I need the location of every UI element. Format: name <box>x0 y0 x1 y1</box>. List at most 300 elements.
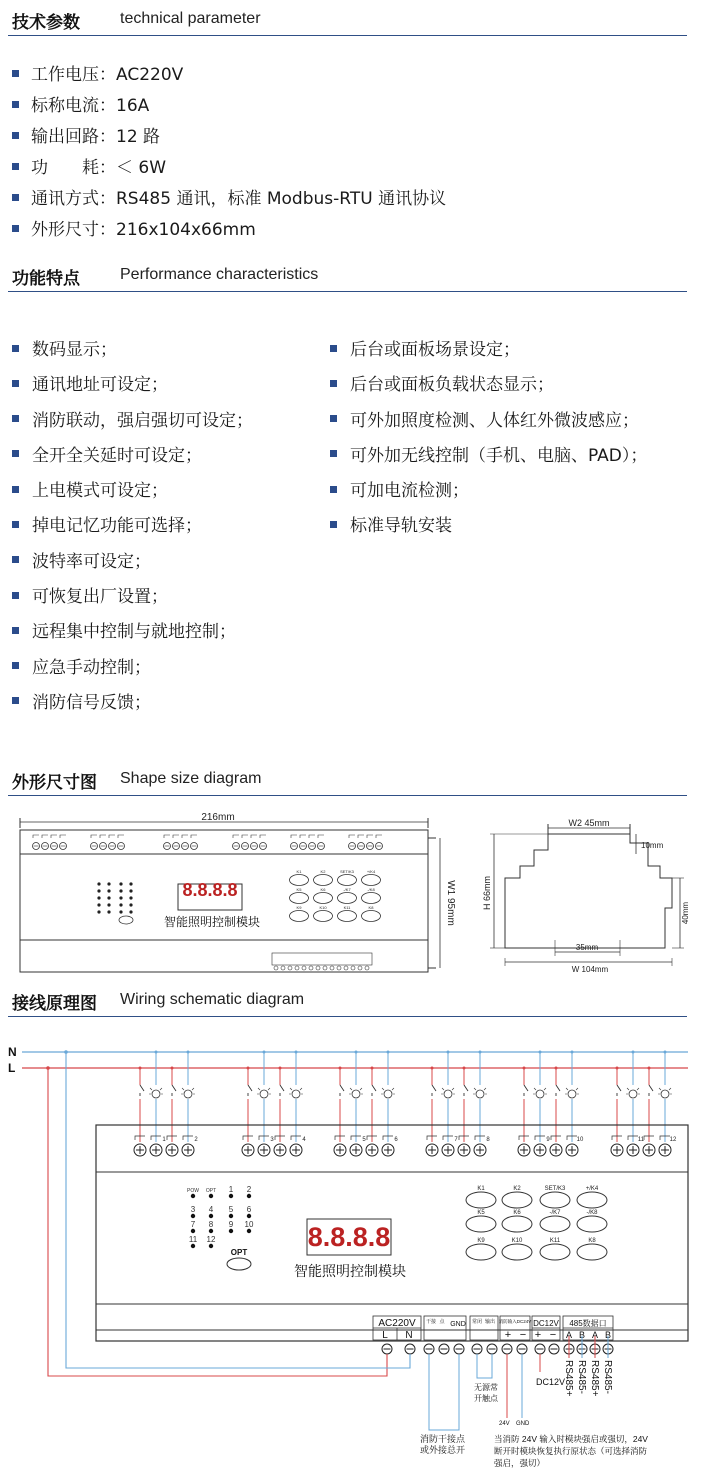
led-dot <box>247 1194 251 1198</box>
list-item: 消防联动，强启强切可设定； <box>12 404 253 439</box>
led-dot <box>97 896 100 899</box>
wire-node <box>187 1051 190 1054</box>
key-label: K2 <box>513 1186 521 1192</box>
led-dot <box>119 889 122 892</box>
contact-mark <box>358 835 364 838</box>
screw-terminal <box>351 966 355 970</box>
key-label: K5 <box>296 887 302 892</box>
led-label: 3 <box>190 1205 196 1214</box>
key-button-shape <box>338 911 357 922</box>
bullet-icon <box>330 415 337 422</box>
contact-mark <box>173 835 179 838</box>
led-dot <box>229 1229 233 1233</box>
list-item: 输出回路：12 路 <box>12 122 446 153</box>
led-dot <box>119 903 122 906</box>
contact-mark <box>233 835 239 838</box>
list-item: 标称电流：16A <box>12 91 446 122</box>
key-label: K10 <box>319 905 327 910</box>
screw-terminal <box>337 966 341 970</box>
led-dot <box>191 1229 195 1233</box>
terminal-dry1: 干接 <box>425 1319 437 1325</box>
screw-terminal <box>323 966 327 970</box>
lamp-icon <box>661 1090 669 1098</box>
key-label: -/K7 <box>549 1210 561 1216</box>
screw-terminal <box>316 966 320 970</box>
label-rs485-3: RS485+ <box>589 1360 600 1397</box>
key-label: -/K8 <box>367 887 375 892</box>
wire-node <box>447 1051 450 1054</box>
key-label: K6 <box>513 1210 521 1216</box>
key-button-shape <box>502 1192 532 1208</box>
section-header-features <box>8 262 687 292</box>
bus-l-label: L <box>8 1061 16 1075</box>
key-button-shape <box>466 1192 496 1208</box>
wire-node <box>355 1051 358 1054</box>
list-item: 工作电压：AC220V <box>12 60 446 91</box>
list-item: 应急手动控制； <box>12 651 253 686</box>
lamp-icon <box>260 1090 268 1098</box>
contact-mark <box>164 835 170 838</box>
list-item: 后台或面板负载状态显示； <box>330 368 647 403</box>
key-button-shape <box>290 911 309 922</box>
key-label: K1 <box>296 869 302 874</box>
contact-mark <box>118 835 124 838</box>
switch-icon <box>372 1085 376 1096</box>
led-label: 4 <box>208 1205 214 1214</box>
led-dot <box>191 1194 195 1198</box>
led-dot <box>209 1194 213 1198</box>
wire-node <box>295 1051 298 1054</box>
key-label: K5 <box>477 1210 485 1216</box>
list-item: 远程集中控制与就地控制； <box>12 615 253 650</box>
list-item: 掉电记忆功能可选择； <box>12 509 253 544</box>
wire-node <box>279 1067 282 1070</box>
wire-node <box>155 1051 158 1054</box>
switch-icon <box>649 1085 653 1096</box>
led-dot <box>129 910 132 913</box>
screw-terminal <box>288 966 292 970</box>
wire-node <box>171 1067 174 1070</box>
led-dot <box>129 903 132 906</box>
led-label: 10 <box>244 1220 254 1229</box>
key-button-shape <box>577 1244 607 1260</box>
key-label: SET/K3 <box>544 1186 566 1192</box>
wire-node <box>479 1051 482 1054</box>
section-header-wiring <box>8 987 687 1017</box>
wire-node <box>571 1051 574 1054</box>
key-button-shape <box>502 1216 532 1232</box>
bullet-icon <box>12 556 19 563</box>
section-title-cn: 接线原理图 <box>12 994 97 1014</box>
key-label: K10 <box>511 1238 523 1244</box>
label-fire-dry-1: 消防干接点 <box>420 1434 466 1444</box>
led-dot <box>119 896 122 899</box>
label-no-contact-2: 开触点 <box>474 1394 498 1403</box>
key-label: K1 <box>477 1186 485 1192</box>
wire-node <box>632 1051 635 1054</box>
led-dot <box>129 889 132 892</box>
led-dot <box>129 882 132 885</box>
contact-mark <box>100 835 106 838</box>
wire-node <box>46 1066 50 1070</box>
section-title-en: technical parameter <box>120 10 261 27</box>
wire-node <box>64 1050 68 1054</box>
bullet-icon <box>12 132 19 139</box>
wire-node <box>523 1067 526 1070</box>
bullet-icon <box>330 345 337 352</box>
side-35mm-label: 35mm <box>575 943 599 952</box>
led-dot <box>209 1244 213 1248</box>
led-dot <box>247 1214 251 1218</box>
led-label: 9 <box>228 1220 234 1229</box>
led-label: 11 <box>188 1235 198 1244</box>
led-label: OPT <box>205 1188 217 1194</box>
list-item: 通讯方式：RS485 通讯，标准 Modbus-RTU 通讯协议 <box>12 184 446 215</box>
wire-node <box>263 1051 266 1054</box>
contact-mark <box>242 835 248 838</box>
wiring-module <box>96 1125 688 1341</box>
key-button-shape <box>338 875 357 886</box>
terminal-dry2: 点 <box>439 1319 445 1325</box>
terminal-label-box <box>272 953 372 965</box>
contact-mark <box>309 835 315 838</box>
list-item: 消防信号反馈； <box>12 686 253 721</box>
lamp-icon <box>476 1090 484 1098</box>
section-title-en: Shape size diagram <box>120 770 262 787</box>
contact-mark <box>191 835 197 838</box>
lamp-icon <box>629 1090 637 1098</box>
terminal-dc12v: DC12V <box>533 1319 559 1328</box>
terminal-fire-in: 消防输入DC24V <box>498 1319 532 1324</box>
led-label: 5 <box>228 1205 234 1214</box>
led-dot <box>229 1214 233 1218</box>
wiring-module-name: 智能照明控制模块 <box>294 1263 406 1279</box>
contact-mark <box>349 835 355 838</box>
bullet-icon <box>12 415 19 422</box>
contact-mark <box>60 835 66 838</box>
terminal-b1: B <box>578 1330 586 1340</box>
key-button-shape <box>466 1216 496 1232</box>
terminal-a2: A <box>591 1330 599 1340</box>
led-dot <box>247 1229 251 1233</box>
screw-terminal <box>330 966 334 970</box>
led-label: 6 <box>246 1205 252 1214</box>
wire-node <box>616 1067 619 1070</box>
key-button-shape <box>502 1244 532 1260</box>
wire-node <box>339 1067 342 1070</box>
key-label: K9 <box>296 905 302 910</box>
led-dot <box>119 882 122 885</box>
label-note-1: 当消防 24V 输入时模块强启或强切，24V <box>494 1434 648 1444</box>
switch-icon <box>140 1085 144 1096</box>
bullet-icon <box>12 592 19 599</box>
led-dot <box>191 1214 195 1218</box>
key-label: SET/K3 <box>340 869 354 874</box>
screw-terminal <box>344 966 348 970</box>
key-label: +/K4 <box>585 1186 599 1192</box>
led-dot <box>107 882 110 885</box>
channel-number: 8 <box>486 1137 490 1143</box>
key-button-shape <box>362 911 381 922</box>
key-button-shape <box>290 875 309 886</box>
terminal-ac220v: AC220V <box>378 1318 416 1329</box>
contact-mark <box>260 835 266 838</box>
label-rs485-2: RS485- <box>576 1360 587 1394</box>
led-dot <box>107 896 110 899</box>
channel-number: 11 <box>637 1137 645 1143</box>
front-display: 8.8.8.8 <box>182 880 238 900</box>
led-dot <box>119 910 122 913</box>
bullet-icon <box>12 697 19 704</box>
channel-number: 5 <box>362 1137 366 1143</box>
terminal-minus: − <box>519 1329 527 1341</box>
led-label: POW <box>187 1188 199 1194</box>
label-note-2: 断开时模块恢复执行原状态（可选择消防 <box>494 1446 648 1456</box>
channel-number: 4 <box>302 1137 306 1143</box>
screw-terminal <box>295 966 299 970</box>
bullet-icon <box>12 662 19 669</box>
terminal-n: N <box>405 1330 413 1341</box>
switch-icon <box>432 1085 436 1096</box>
wire-node <box>247 1067 250 1070</box>
terminal-gnd: GND <box>450 1321 466 1328</box>
led-dot <box>97 889 100 892</box>
channel-number: 7 <box>454 1137 458 1143</box>
led-label: 1 <box>228 1185 234 1194</box>
contact-mark <box>376 835 382 838</box>
key-button-shape <box>466 1244 496 1260</box>
switch-icon <box>617 1085 621 1096</box>
screw-terminal <box>281 966 285 970</box>
list-item: 可恢复出厂设置； <box>12 580 253 615</box>
front-height-label: W1 95mm <box>445 880 456 926</box>
key-label: K2 <box>320 869 326 874</box>
key-button-shape <box>540 1216 570 1232</box>
screw-terminal <box>274 966 278 970</box>
channel-number: 3 <box>270 1137 274 1143</box>
wire-node <box>648 1067 651 1070</box>
list-item: 标准导轨安装 <box>330 509 647 544</box>
key-label: -/K7 <box>343 887 351 892</box>
opt-button-shape <box>119 916 133 924</box>
bullet-icon <box>330 380 337 387</box>
contact-mark <box>251 835 257 838</box>
key-label: K11 <box>343 905 351 910</box>
contact-mark <box>182 835 188 838</box>
terminal-b2: B <box>604 1330 612 1340</box>
bullet-icon <box>12 345 19 352</box>
led-dot <box>229 1194 233 1198</box>
front-module-name: 智能照明控制模块 <box>163 915 261 929</box>
shape-diagram <box>0 808 715 978</box>
lamp-icon <box>384 1090 392 1098</box>
wire-node <box>431 1067 434 1070</box>
wire-node <box>555 1067 558 1070</box>
list-item: 后台或面板场景设定； <box>330 333 647 368</box>
terminal-plus: + <box>504 1329 512 1341</box>
list-item: 外形尺寸：216x104x66mm <box>12 215 446 246</box>
lamp-icon <box>568 1090 576 1098</box>
bullet-icon <box>12 486 19 493</box>
key-label: K8 <box>588 1238 596 1244</box>
key-button-shape <box>577 1192 607 1208</box>
opt-label: OPT <box>230 1248 248 1257</box>
wire-dry <box>429 1354 459 1430</box>
technical-list <box>12 60 446 246</box>
screw-terminal <box>309 966 313 970</box>
section-title-cn: 功能特点 <box>12 269 80 289</box>
key-label: +/K4 <box>366 869 376 874</box>
section-title-en: Performance characteristics <box>120 266 319 283</box>
wire-node <box>463 1067 466 1070</box>
screw-terminal <box>302 966 306 970</box>
list-item: 上电模式可设定； <box>12 474 253 509</box>
list-item: 可外加照度检测、人体红外微波感应； <box>330 404 647 439</box>
key-button-shape <box>290 893 309 904</box>
list-item: 波特率可设定； <box>12 545 253 580</box>
label-note-3: 强启，强切） <box>494 1458 546 1468</box>
contact-mark <box>33 835 39 838</box>
list-item: 全开全关延时可设定； <box>12 439 253 474</box>
label-no-contact-1: 无源常 <box>474 1383 498 1392</box>
switch-icon <box>340 1085 344 1096</box>
terminal-nc1: 常闭 <box>471 1319 483 1325</box>
led-label: 12 <box>206 1235 216 1244</box>
switch-icon <box>280 1085 284 1096</box>
led-dot <box>97 910 100 913</box>
wire-node <box>387 1051 390 1054</box>
section-header-technical <box>8 6 687 36</box>
led-dot <box>107 910 110 913</box>
led-dot <box>129 896 132 899</box>
terminal-485: 485数据口 <box>569 1319 607 1328</box>
lamp-icon <box>444 1090 452 1098</box>
wire-node <box>139 1067 142 1070</box>
channel-number: 6 <box>394 1137 398 1143</box>
bus-n-label: N <box>8 1045 17 1059</box>
lamp-icon <box>184 1090 192 1098</box>
switch-icon <box>524 1085 528 1096</box>
wire-nc <box>477 1354 492 1378</box>
section-title-en: Wiring schematic diagram <box>120 991 305 1008</box>
list-item: 通讯地址可设定； <box>12 368 253 403</box>
contact-mark <box>42 835 48 838</box>
channel-number: 9 <box>546 1137 550 1143</box>
side-h-label: H 66mm <box>482 875 492 911</box>
label-dc12v: DC12V <box>536 1377 566 1387</box>
key-label: K9 <box>477 1238 485 1244</box>
terminal-plus: + <box>534 1329 542 1341</box>
wire-node <box>664 1051 667 1054</box>
wiring-diagram <box>0 1030 715 1473</box>
key-label: K6 <box>320 887 326 892</box>
side-10mm-label: 10mm <box>641 841 664 850</box>
contact-mark <box>109 835 115 838</box>
side-w-label: W 104mm <box>571 965 609 974</box>
key-button-shape <box>540 1244 570 1260</box>
channel-number: 1 <box>162 1137 166 1143</box>
wire-node <box>539 1051 542 1054</box>
contact-mark <box>300 835 306 838</box>
side-40mm-label: 40mm <box>681 901 690 925</box>
switch-icon <box>172 1085 176 1096</box>
switch-icon <box>556 1085 560 1096</box>
lamp-icon <box>536 1090 544 1098</box>
contact-mark <box>318 835 324 838</box>
contact-mark <box>291 835 297 838</box>
side-w2-label: W2 45mm <box>568 818 610 828</box>
bullet-icon <box>12 627 19 634</box>
terminal-l: L <box>382 1330 388 1341</box>
opt-button-shape <box>227 1258 251 1270</box>
lamp-icon <box>352 1090 360 1098</box>
label-rs485-4: RS485- <box>602 1360 613 1394</box>
led-dot <box>97 903 100 906</box>
switch-icon <box>464 1085 468 1096</box>
bullet-icon <box>12 70 19 77</box>
terminal-minus: − <box>549 1329 557 1341</box>
bullet-icon <box>12 101 19 108</box>
wiring-display: 8.8.8.8 <box>307 1222 391 1252</box>
key-label: K8 <box>368 905 374 910</box>
key-label: -/K8 <box>586 1210 598 1216</box>
channel-number: 2 <box>194 1137 198 1143</box>
bullet-icon <box>330 450 337 457</box>
bullet-icon <box>12 380 19 387</box>
key-button-shape <box>362 893 381 904</box>
switch-icon <box>248 1085 252 1096</box>
bullet-icon <box>12 194 19 201</box>
led-label: 7 <box>190 1220 196 1229</box>
key-button-shape <box>338 893 357 904</box>
key-button-shape <box>362 875 381 886</box>
list-item: 数码显示； <box>12 333 253 368</box>
led-dot <box>209 1214 213 1218</box>
key-button-shape <box>314 875 333 886</box>
lamp-icon <box>292 1090 300 1098</box>
led-dot <box>107 889 110 892</box>
wire-node <box>371 1067 374 1070</box>
label-gnd: GND <box>516 1421 530 1427</box>
list-item: 可加电流检测； <box>330 474 647 509</box>
section-header-shape <box>8 766 687 796</box>
section-title-cn: 技术参数 <box>12 13 80 33</box>
contact-mark <box>91 835 97 838</box>
list-item: 功 耗：＜ 6W <box>12 153 446 184</box>
bullet-icon <box>12 521 19 528</box>
label-rs485-1: RS485+ <box>563 1360 574 1397</box>
wire-n <box>66 1052 413 1368</box>
front-width-label: 216mm <box>201 812 235 823</box>
channel-number: 10 <box>576 1137 584 1143</box>
label-fire-dry-2: 或外接总开 <box>420 1445 466 1455</box>
screw-terminal <box>365 966 369 970</box>
section-title-cn: 外形尺寸图 <box>12 773 97 793</box>
bullet-icon <box>12 225 19 232</box>
bullet-icon <box>330 521 337 528</box>
features-list-right <box>330 333 647 545</box>
lamp-icon <box>152 1090 160 1098</box>
led-dot <box>107 903 110 906</box>
label-24v: 24V <box>499 1421 510 1427</box>
key-button-shape <box>314 893 333 904</box>
channel-number: 12 <box>669 1137 677 1143</box>
list-item: 可外加无线控制（手机、电脑、PAD）； <box>330 439 647 474</box>
key-button-shape <box>540 1192 570 1208</box>
contact-mark <box>51 835 57 838</box>
contact-mark <box>367 835 373 838</box>
terminal-nc2: 输出 <box>484 1319 496 1325</box>
